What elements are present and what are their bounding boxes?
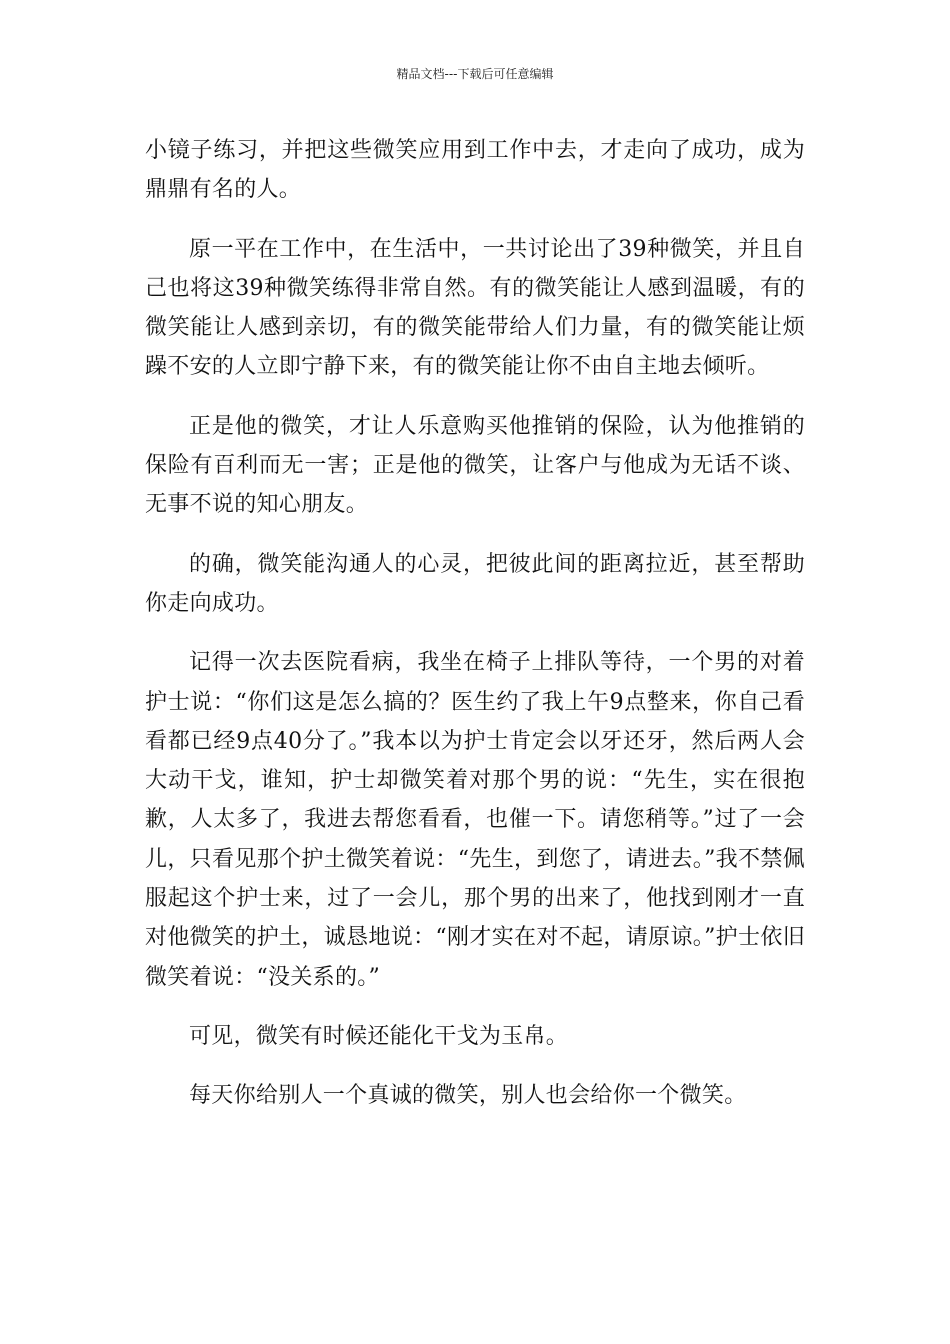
document-body <box>145 131 805 1116</box>
page-header: 精品文档---下载后可任意编辑 <box>396 67 554 81</box>
paragraph-7: 每天你给别人一个真诚的微笑，别人也会给你一个微笑。 <box>189 1083 747 1109</box>
paragraph-2: 原一平在工作中，在生活中，一共讨论出了39种微笑，并且自己也将这39种微笑练得非常自然。有的微笑能让人感到温暖，有的微笑能让人感到亲切，有的微笑能带给人们力量，有的微笑能让烦躁不安的人立即宁静下来，有的微笑能让你不由自主地去倾听。 <box>145 236 805 380</box>
paragraph-6: 可见，微笑有时候还能化干戈为玉帛。 <box>189 1023 569 1049</box>
paragraph-1: 小镜子练习，并把这些微笑应用到工作中去，才走向了成功，成为鼎鼎有名的人。 <box>145 138 805 203</box>
paragraph-3: 正是他的微笑，才让人乐意购买他推销的保险，认为他推销的保险有百利而无一害；正是他的微笑，让客户与他成为无话不谈、无事不说的知心朋友。 <box>145 413 805 518</box>
paragraph-5: 记得一次去医院看病，我坐在椅子上排队等待，一个男的对着护士说：“你们这是怎么搞的？医生约了我上午9点整来，你自己看看都已经9点40分了。”我本以为护士肯定会以牙还牙，然后两人会大动干戈，谁知，护士却微笑着对那个男的说：“先生，实在很抱歉，人太多了，我进去帮您看看，也催一下。请您稍等。”过了一会儿，只看见那个护土微笑着说：“先生，到您了，请进去。”我不禁佩服起这个护士来，过了一会儿，那个男的出来了，他找到刚才一直对他微笑的护土，诚恳地说：“刚才实在对不起，请原谅。”护士依旧微笑着说：“没关系的。” <box>145 650 805 990</box>
paragraph-4: 的确，微笑能沟通人的心灵，把彼此间的距离拉近，甚至帮助你走向成功。 <box>145 551 805 616</box>
